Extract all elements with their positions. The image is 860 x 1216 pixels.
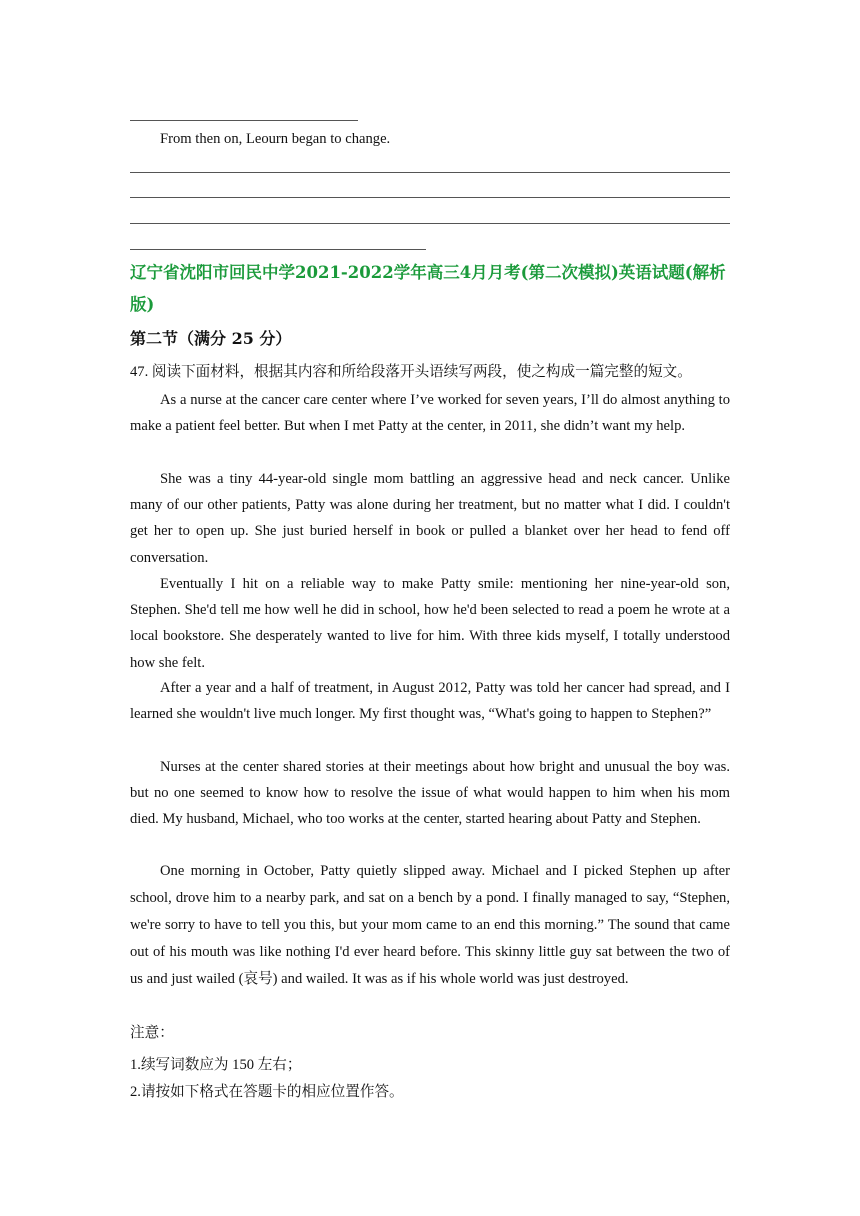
notes-label: 注意： [130, 1025, 174, 1041]
note-item: 1.续写词数应为 150 左右； [130, 1057, 302, 1073]
passage-paragraph: Eventually I hit on a reliable way to make Patty smile: mentioning her nine-year-old son, Stephen. She'd tell me how well he did in school, how he'd been selected to read a poem he wrote at a local bookstore. She desperately wanted to live for him. With three kids myself, I totally understood how she felt. [130, 576, 730, 671]
answer-line [130, 223, 730, 224]
section-title: 第二节（满分 25 分） [130, 329, 292, 348]
question-instruction: 47. 阅读下面材料，根据其内容和所给段落开头语续写两段，使之构成一篇完整的短文。 [130, 364, 692, 380]
passage-paragraph: Nurses at the center shared stories at their meetings about how bright and unusual the boy was. but no one seemed to know how to resolve the issue of what would happen to him when his mom died. My husband, Michael, who too works at the center, started hearing about Patty and Stephen. [130, 759, 730, 828]
answer-line [130, 172, 730, 173]
answer-line [130, 197, 730, 198]
passage-paragraph: After a year and a half of treatment, in August 2012, Patty was told her cancer had spread, and I learned she wouldn't live much longer. My first thought was, “What's going to happen to Stephen?” [130, 680, 730, 723]
passage-paragraph: She was a tiny 44-year-old single mom battling an aggressive head and neck cancer. Unlike many of our other patients, Patty was alone during her treatment, but no matter what I did. I couldn't get her to open up. She just buried herself in book or pulled a blanket over her head to fend off conversation. [130, 471, 730, 566]
document-title: 辽宁省沈阳市回民中学2021-2022学年高三4月月考(第二次模拟)英语试题(解析版) [130, 263, 726, 314]
answer-line [130, 249, 426, 250]
answer-line [130, 120, 358, 121]
continuation-opening: From then on, Leourn began to change. [160, 131, 391, 147]
note-item: 2.请按如下格式在答题卡的相应位置作答。 [130, 1084, 404, 1100]
passage-paragraph: As a nurse at the cancer care center where I’ve worked for seven years, I’ll do almost anything to make a patient feel better. But when I met Patty at the center, in 2011, she didn’t want my help. [130, 392, 730, 435]
passage-paragraph: One morning in October, Patty quietly slipped away. Michael and I picked Stephen up after school, drove him to a nearby park, and sat on a bench by a pond. I finally managed to say, “Stephen, we're sorry to have to tell you this, but your mom came to an end this morning.” The sound that came out of his mouth was like nothing I'd ever heard before. This skinny little guy sat between the two of us and just wailed (哀号) and wailed. It was as if his whole world was just destroyed. [130, 863, 730, 987]
